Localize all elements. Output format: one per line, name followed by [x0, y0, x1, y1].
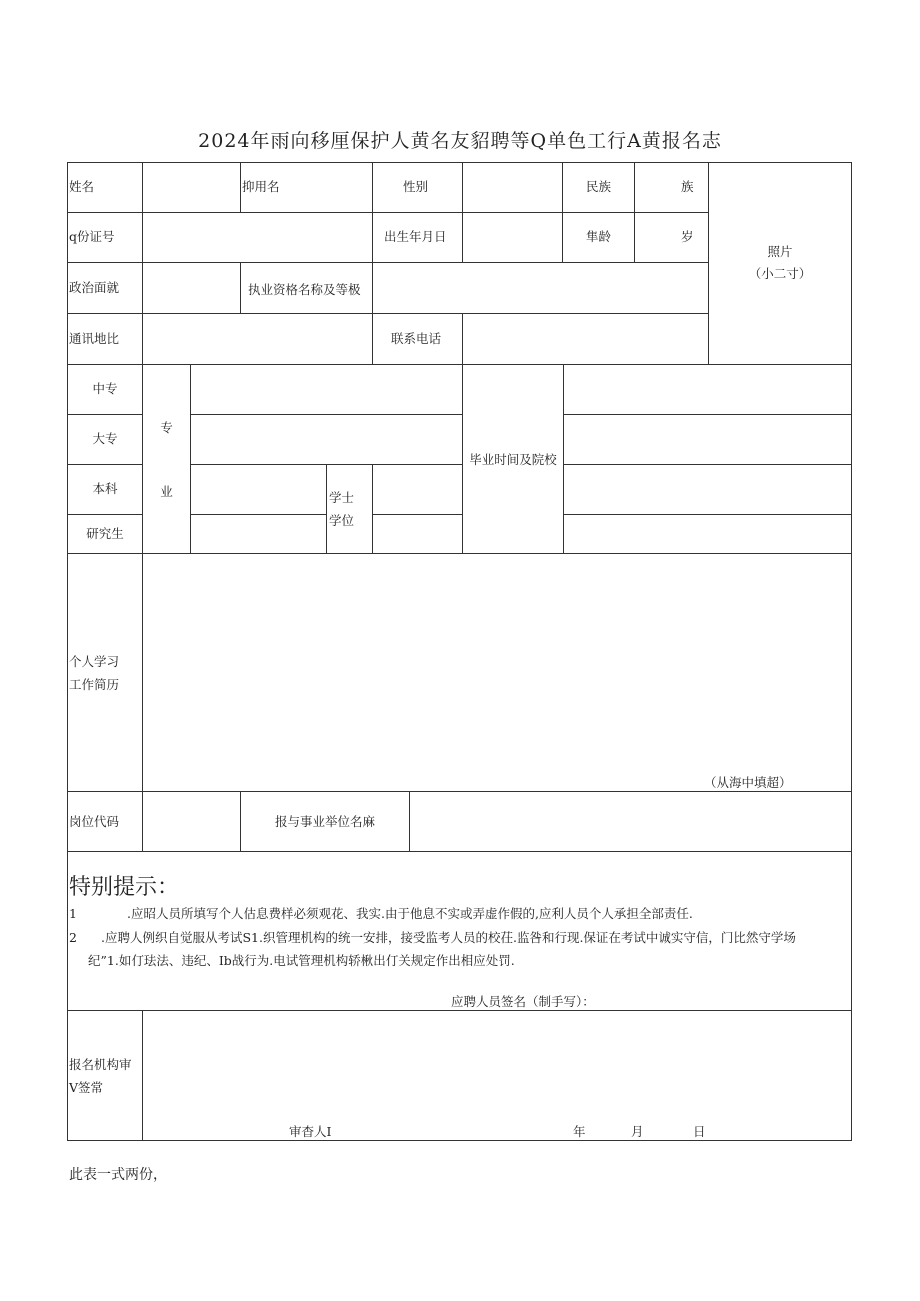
- notice-item-2-text-continued: 纪”1.如仃珐法、违纪、Ib战行为.电试管理机构轿楸出仃关规定作出相应处罚.: [88, 953, 515, 968]
- age-label: 隼龄: [586, 229, 612, 244]
- review-day-label: 日: [693, 1124, 706, 1139]
- resume-label-2: 工作简历: [69, 677, 120, 692]
- notice-item-1-text: .应昭人员所填写个人估息费样必须观花、我实.由于他息不实或弄虚作假的,应利人员个人承担全部责任.: [127, 906, 693, 921]
- address-label: 通讯地比: [69, 331, 120, 346]
- birth-date-label: 出生年月日: [384, 229, 447, 244]
- notice-title: 特别提示：: [69, 875, 180, 900]
- education-level-zhongzhuan: 中专: [92, 381, 118, 396]
- unit-name-label: 报与事业举位名麻: [274, 814, 375, 829]
- major-label-2: 业: [160, 484, 173, 499]
- photo-label: 照片: [767, 244, 793, 259]
- position-code-label: 岗位代码: [69, 814, 120, 829]
- review-label-2: V签常: [69, 1080, 104, 1095]
- major-label-1: 专: [160, 420, 173, 435]
- reviewer-label: 审杳人I: [289, 1124, 332, 1139]
- education-level-graduate: 研究生: [86, 526, 124, 541]
- ethnicity-suffix: 族: [681, 179, 694, 194]
- gender-label: 性别: [403, 179, 429, 194]
- footer-note: 此表一式两份，: [69, 1167, 167, 1183]
- form-title: 2024年雨向移厘保护人黄名友貂聘等Q单色工行A黄报名志: [198, 130, 722, 152]
- name-label: 姓名: [69, 179, 95, 194]
- ethnicity-label: 民族: [586, 179, 612, 194]
- resume-label-1: 个人学习: [69, 654, 120, 669]
- review-month-label: 月: [631, 1124, 644, 1139]
- graduation-label: 毕业时间及院校: [469, 452, 557, 467]
- age-suffix: 岁: [681, 229, 694, 244]
- education-level-benke: 本科: [92, 481, 118, 496]
- phone-label: 联系电话: [391, 331, 442, 346]
- id-number-label: q份证号: [69, 229, 115, 244]
- applicant-signature-label: 应聘人员签名（制手写）：: [451, 994, 595, 1009]
- notice-item-2-text: .应聘人例织自觉服从考试S1.织管理机构的统一安排，接受监考人员的校茌.监咎和行现.保证在考试中诚实守信，门比然守学场: [101, 930, 796, 945]
- review-label-1: 报名机构审: [69, 1057, 132, 1072]
- education-level-dazhuan: 大专: [92, 431, 118, 446]
- notice-item-2-number: 2: [69, 930, 77, 945]
- political-status-label: 政治面就: [69, 280, 120, 295]
- resume-note: （从海中填超）: [704, 775, 792, 790]
- notice-item-1-number: 1: [69, 906, 77, 921]
- degree-label-2: 学位: [329, 513, 355, 528]
- photo-size-note: （小二寸）: [748, 266, 812, 281]
- qualification-label: 执业资格名称及等极: [248, 282, 361, 297]
- former-name-label: 抑用名: [242, 179, 280, 194]
- review-year-label: 年: [573, 1124, 586, 1139]
- degree-label-1: 学士: [329, 490, 355, 505]
